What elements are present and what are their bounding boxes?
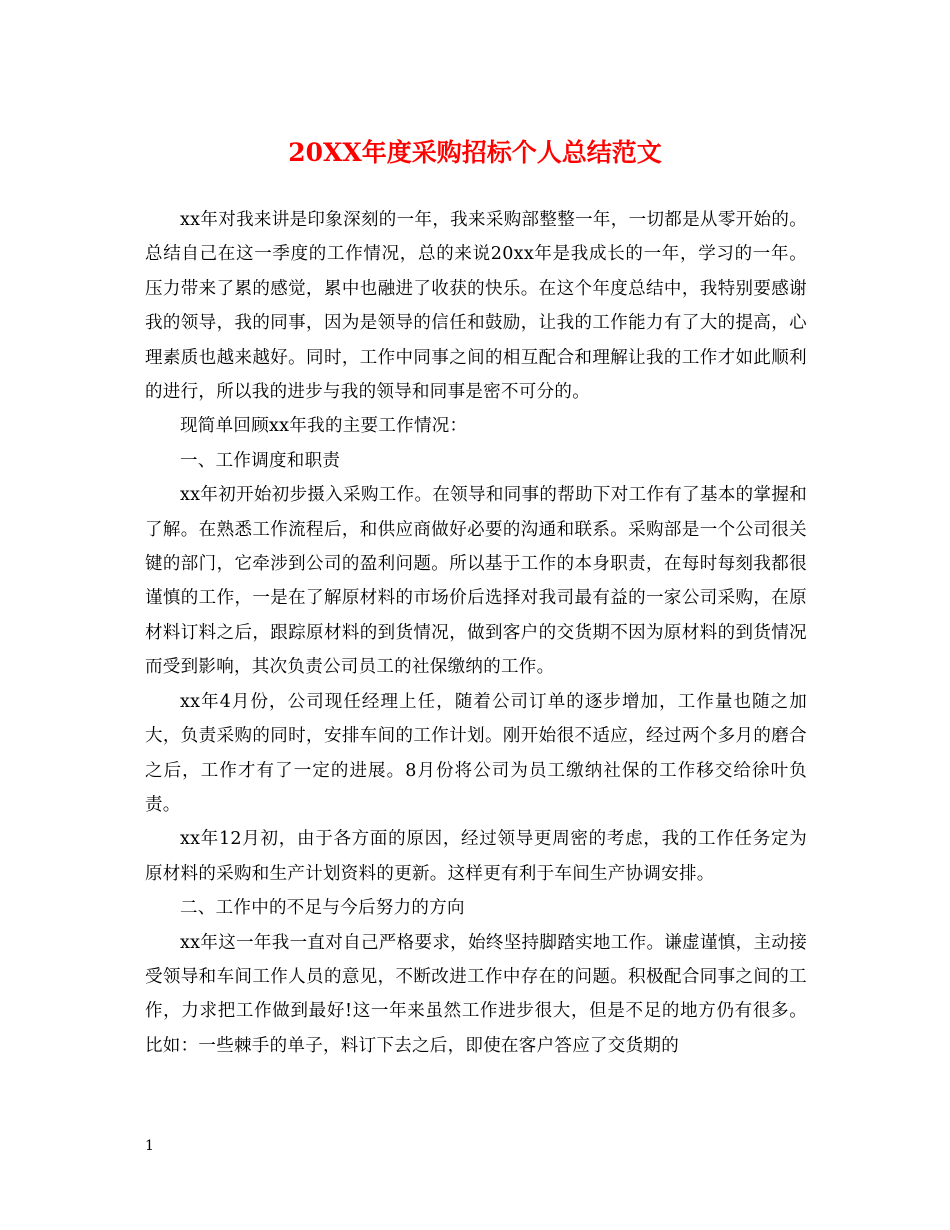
paragraph-self-requirements: xx年这一年我一直对自己严格要求，始终坚持脚踏实地工作。谦虚谨慎，主动接受领导和车间工作人员的意见，不断改进工作中存在的问题。积极配合同事之间的工作，力求把工作做到最好!这一年来虽然工作进步很大，但是不足的地方仍有很多。比如：一些棘手的单子，料订下去之后，即使在客户答应了交货期的 [145,932,807,1056]
section-heading-shortcomings: 二、工作中的不足与今后努力的方向 [180,898,465,919]
section-heading-duties: 一、工作调度和职责 [180,450,341,471]
paragraph-december: xx年12月初，由于各方面的原因，经过领导更周密的考虑，我的工作任务定为原材料的采购和生产计划资料的更新。这样更有利于车间生产协调安排。 [145,829,807,884]
document-title: 20XX年度采购招标个人总结范文 [288,138,662,167]
page-number: 1 [145,1138,154,1154]
paragraph-intro: xx年对我来讲是印象深刻的一年，我来采购部整整一年，一切都是从零开始的。总结自己在这一季度的工作情况，总的来说20xx年是我成长的一年，学习的一年。压力带来了累的感觉，累中也融进了收获的快乐。在这个年度总结中，我特别要感谢我的领导，我的同事，因为是领导的信任和鼓励，让我的工作能力有了大的提高，心理素质也越来越好。同时，工作中同事之间的相互配合和理解让我的工作才如此顺利的进行，所以我的进步与我的领导和同事是密不可分的。 [145,210,807,403]
document-body [145,203,807,1063]
paragraph-april: xx年4月份，公司现任经理上任，随着公司订单的逐步增加，工作量也随之加大，负责采购的同时，安排车间的工作计划。刚开始很不适应，经过两个多月的磨合之后，工作才有了一定的进展。8月份将公司为员工缴纳社保的工作移交给徐叶负责。 [145,691,807,815]
paragraph-early-year: xx年初开始初步摄入采购工作。在领导和同事的帮助下对工作有了基本的掌握和了解。在熟悉工作流程后，和供应商做好必要的沟通和联系。采购部是一个公司很关键的部门，它牵涉到公司的盈利问题。所以基于工作的本身职责，在每时每刻我都很谨慎的工作，一是在了解原材料的市场价后选择对我司最有益的一家公司采购，在原材料订料之后，跟踪原材料的到货情况，做到客户的交货期不因为原材料的到货情况而受到影响，其次负责公司员工的社保缴纳的工作。 [145,485,807,678]
paragraph-review-lead: 现简单回顾xx年我的主要工作情况： [180,416,468,437]
